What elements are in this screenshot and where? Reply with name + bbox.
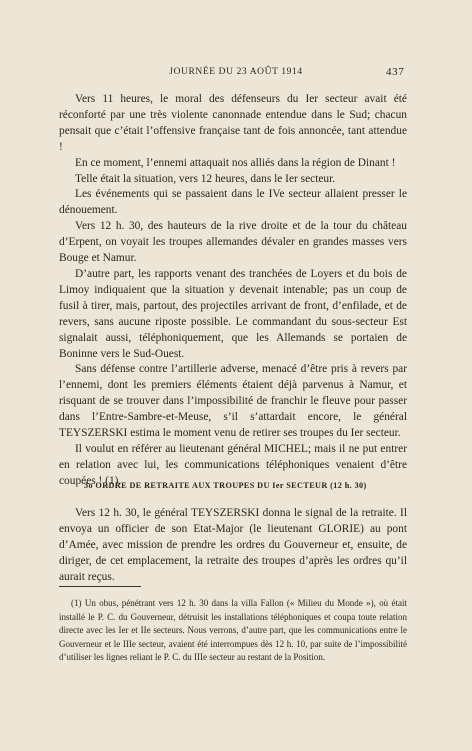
section-text [59,506,407,586]
main-text [59,92,407,490]
footnote [59,597,407,665]
paragraph: Il voulut en référer au lieutenant général MICHEL; mais il ne put entrer en relation avec lui, les communications téléphoniques venaient d’être coupées ! (1). [59,442,407,487]
footnote-text: (1) Un obus, pénétrant vers 12 h. 30 dans la villa Fallon (« Milieu du Monde »), où était installé le P. C. du Gouverneur, détruisit les installations téléphoniques et coupa toute relation directe avec les Ier et IIe secteurs. Nous verrons, d’autre part, que les communications entre le Gouverneur et le IIIe secteur, avaient été interrompues dès 12 h. 10, par suite de l’impossibilité d’utiliser les lignes reliant le P. C. du IIIe secteur au restant de la Position. [59,598,407,663]
paragraph: Vers 11 heures, le moral des défenseurs du Ier secteur avait été réconforté par une très violente canonnade entendue dans le Sud; chacun pensait que c’était l’offensive française tant de fois annoncée, tant attendue ! [59,93,407,153]
running-title: JOURNÉE DU 23 AOÛT 1914 [169,67,303,77]
paragraph: Vers 12 h. 30, des hauteurs de la rive droite et de la tour du château d’Erpent, on voyait les troupes allemandes dévaler en grandes masses vers Bouge et Namur. [59,220,407,265]
footnote-divider [59,586,141,587]
paragraph: Les événements qui se passaient dans le IVe secteur allaient presser le dénouement. [59,188,407,217]
page-number: 437 [386,66,405,78]
paragraph: Vers 12 h. 30, le général TEYSZERSKI donna le signal de la retraite. Il envoya un officier de son Etat-Major (le lieutenant GLORIE) au pont d’Amée, avec mission de prendre les ordres du Gouverneur et, ensuite, de diriger, de cet emplacement, la retraite des troupes d’après les ordres qu’il aurait reçus. [59,507,407,583]
paragraph: D’autre part, les rapports venant des tranchées de Loyers et du bois de Limoy indiquaient que la situation y devenait intenable; pas un coup de fusil à tirer, mais, partout, des projectiles arrivant de front, d’enfilade, et de revers, sans aucune riposte possible. Le commandant du sous-secteur Est signalait aussi, téléphoniquement, que les Allemands se portaien de Boninne vers le Sud-Ouest. [59,267,407,360]
paragraph: Telle était la situation, vers 12 heures, dans le Ier secteur. [75,172,336,185]
paragraph: Sans défense contre l’artillerie adverse, menacé d’être pris à revers par l’ennemi, dont les premiers éléments étaient déjà parvenus à Namur, et risquant de se trouver dans l’impossibilité de franchir le fleuve pour passer dans l’Entre-Sambre-et-Meuse, s’il s’attardait encore, le général TEYSZERSKI estima le moment venu de retirer ses troupes du Ier secteur. [59,363,407,440]
paragraph: En ce moment, l’ennemi attaquait nos alliés dans la région de Dinant ! [75,156,396,169]
section-heading: 3o ORDRE DE RETRAITE AUX TROUPES DU Ier SECTEUR (12 h. 30) [84,481,367,490]
